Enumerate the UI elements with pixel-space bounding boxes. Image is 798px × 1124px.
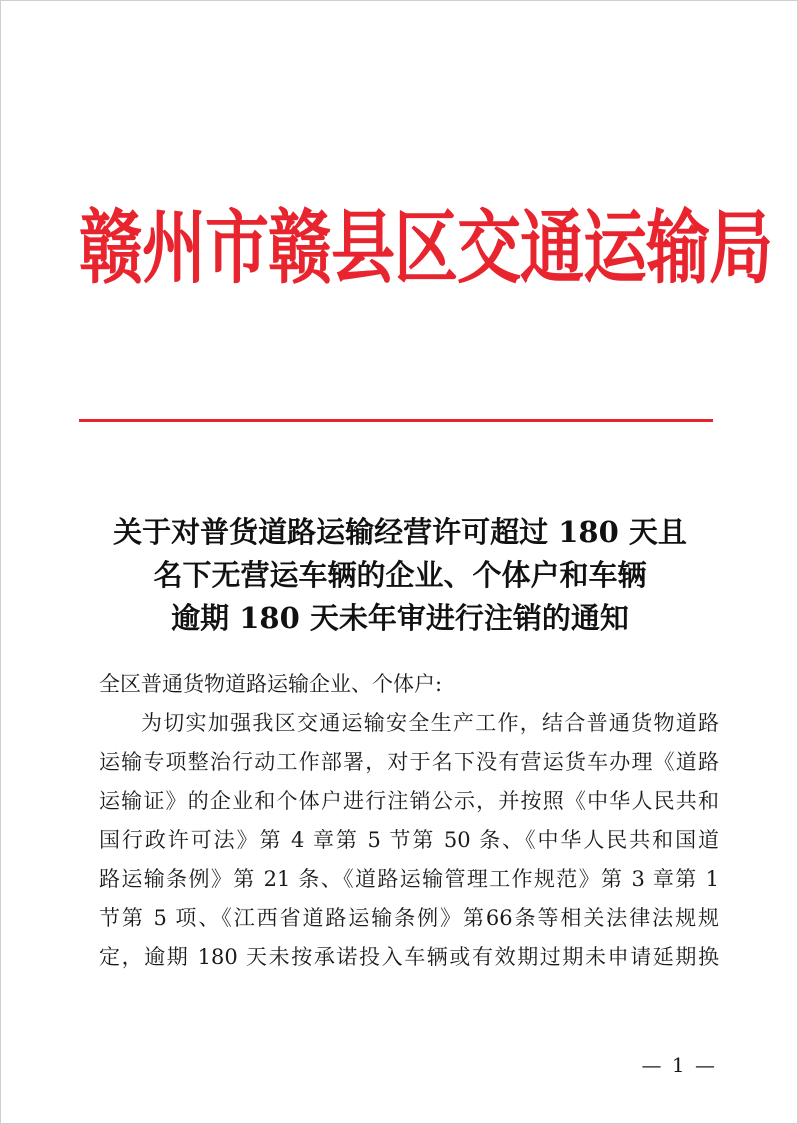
title-line-2: 名下无营运车辆的企业、个体户和车辆 (153, 558, 647, 592)
title-line-3: 逾期 180 天未年审进行注销的通知 (171, 601, 629, 635)
paragraph-line: 定，逾期 180 天未按承诺投入车辆或有效期过期未申请延期换 (99, 945, 719, 969)
paragraph-line: 为切实加强我区交通运输安全生产工作，结合普通货物道路 (141, 711, 719, 735)
page-number: — 1 — (641, 1053, 717, 1077)
organization-header: 赣州市赣县区交通运输局 (79, 201, 772, 296)
paragraph-line: 运输证》的企业和个体户进行注销公示，并按照《中华人民共和 (99, 789, 719, 813)
red-divider-line (79, 419, 713, 422)
title-line-1: 关于对普货道路运输经营许可超过 180 天且 (113, 515, 687, 549)
paragraph-line: 路运输条例》第 21 条、《道路运输管理工作规范》第 3 章第 1 (99, 867, 719, 891)
document-body (99, 665, 719, 977)
paragraph-line: 节第 5 项、《江西省道路运输条例》第66条等相关法律法规规 (99, 906, 719, 930)
salutation: 全区普通货物道路运输企业、个体户: (99, 672, 443, 696)
paragraph-line: 国行政许可法》第 4 章第 5 节第 50 条、《中华人民共和国道 (99, 828, 719, 852)
paragraph-line: 运输专项整治行动工作部署，对于名下没有营运货车办理《道路 (99, 750, 719, 774)
document-title (41, 511, 759, 640)
